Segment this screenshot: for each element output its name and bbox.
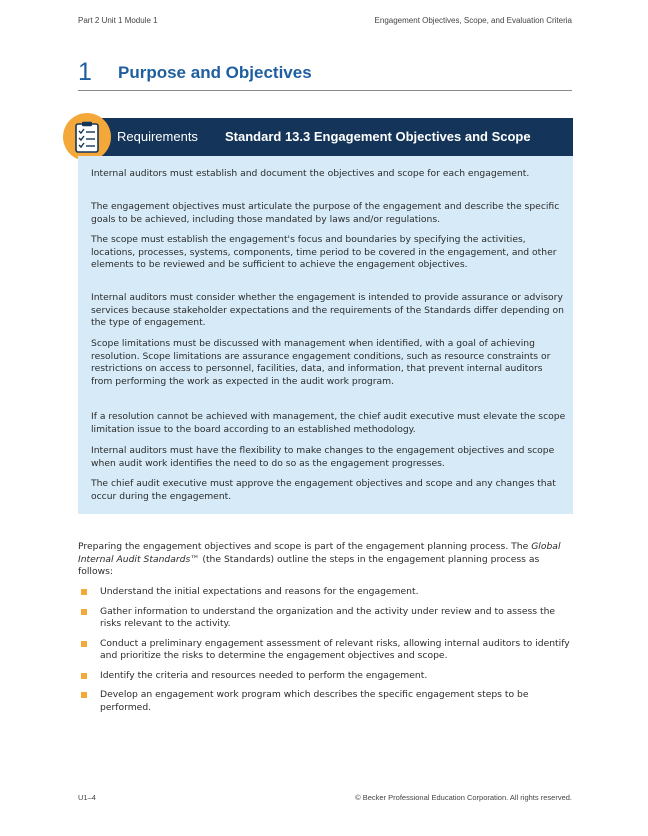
bullet-square-icon <box>81 609 87 615</box>
intro-text-before: Preparing the engagement objectives and scope is part of the engagement planning process. The <box>78 541 532 552</box>
requirements-label: Requirements <box>117 129 198 144</box>
page-number: U1–4 <box>78 793 96 802</box>
intro-paragraph <box>78 541 573 579</box>
section-heading <box>78 58 572 91</box>
checklist-icon <box>63 113 111 161</box>
list-item-text: Develop an engagement work program which describes the specific engagement steps to be performed. <box>100 689 529 713</box>
intro-text-after: ™ (the Standards) outline the steps in the engagement planning process as follows: <box>78 553 540 577</box>
list-item <box>78 670 573 683</box>
list-item <box>78 689 573 714</box>
bullet-square-icon <box>81 641 87 647</box>
section-number: 1 <box>78 58 92 86</box>
bullet-square-icon <box>81 673 87 679</box>
list-item-text: Identify the criteria and resources needed to perform the engagement. <box>100 669 428 681</box>
copyright-notice: © Becker Professional Education Corporation. All rights reserved. <box>355 793 572 802</box>
running-header <box>78 16 572 28</box>
bullet-square-icon <box>81 589 87 595</box>
list-item <box>78 606 573 631</box>
standards-title: Global Internal Audit Standards <box>78 541 561 565</box>
requirement-paragraph: The chief audit executive must approve the engagement objectives and scope and any changes that occur during the engagement. <box>91 478 556 502</box>
list-item <box>78 586 573 599</box>
requirement-paragraph: Internal auditors must have the flexibility to make changes to the engagement objectives and scope when audit work identifies the need to do so as the engagement progresses. <box>91 445 555 469</box>
header-right: Engagement Objectives, Scope, and Evaluation Criteria <box>374 16 572 25</box>
requirement-paragraph: Internal auditors must consider whether the engagement is intended to provide assurance or advisory services because stakeholder expectations and the requirements of the Standards differ depending on the type of engagement. <box>91 292 564 328</box>
standard-title: Standard 13.3 Engagement Objectives and Scope <box>225 129 531 144</box>
requirement-paragraph: The engagement objectives must articulate the purpose of the engagement and describe the specific goals to be achieved, including those mandated by laws and/or regulations. <box>91 201 560 225</box>
list-item-text: Understand the initial expectations and reasons for the engagement. <box>100 586 419 597</box>
requirement-paragraph: Scope limitations must be discussed with management when identified, with a goal of achieving resolution. Scope limitations are assurance engagement conditions, such as resource constraints or restrictions on access to personnel, facilities, data, and information, that prevent internal auditors from performing the work as expected in the audit work program. <box>91 338 551 387</box>
list-item-text: Gather information to understand the organization and the activity under review and to assess the risks relevant to the activity. <box>100 605 556 629</box>
bullet-square-icon <box>81 692 87 698</box>
section-title: Purpose and Objectives <box>118 63 312 82</box>
requirement-paragraph: Internal auditors must establish and document the objectives and scope for each engagement. <box>91 168 530 179</box>
requirement-paragraph: The scope must establish the engagement's focus and boundaries by specifying the activities, locations, processes, systems, components, time period to be covered in the engagement, and other elements to be reviewed and be sufficient to achieve the engagement objectives. <box>91 234 557 270</box>
header-left: Part 2 Unit 1 Module 1 <box>78 16 158 25</box>
requirements-box <box>78 156 573 514</box>
list-item-text: Conduct a preliminary engagement assessment of relevant risks, allowing internal auditors to identify and prioritize the risks to determine the engagement objectives and scope. <box>100 637 570 661</box>
running-footer <box>78 793 572 805</box>
requirements-banner <box>78 118 573 156</box>
requirement-paragraph: If a resolution cannot be achieved with management, the chief audit executive must elevate the scope limitation issue to the board according to an established methodology. <box>91 411 566 435</box>
planning-steps-list <box>78 586 573 721</box>
list-item <box>78 638 573 663</box>
